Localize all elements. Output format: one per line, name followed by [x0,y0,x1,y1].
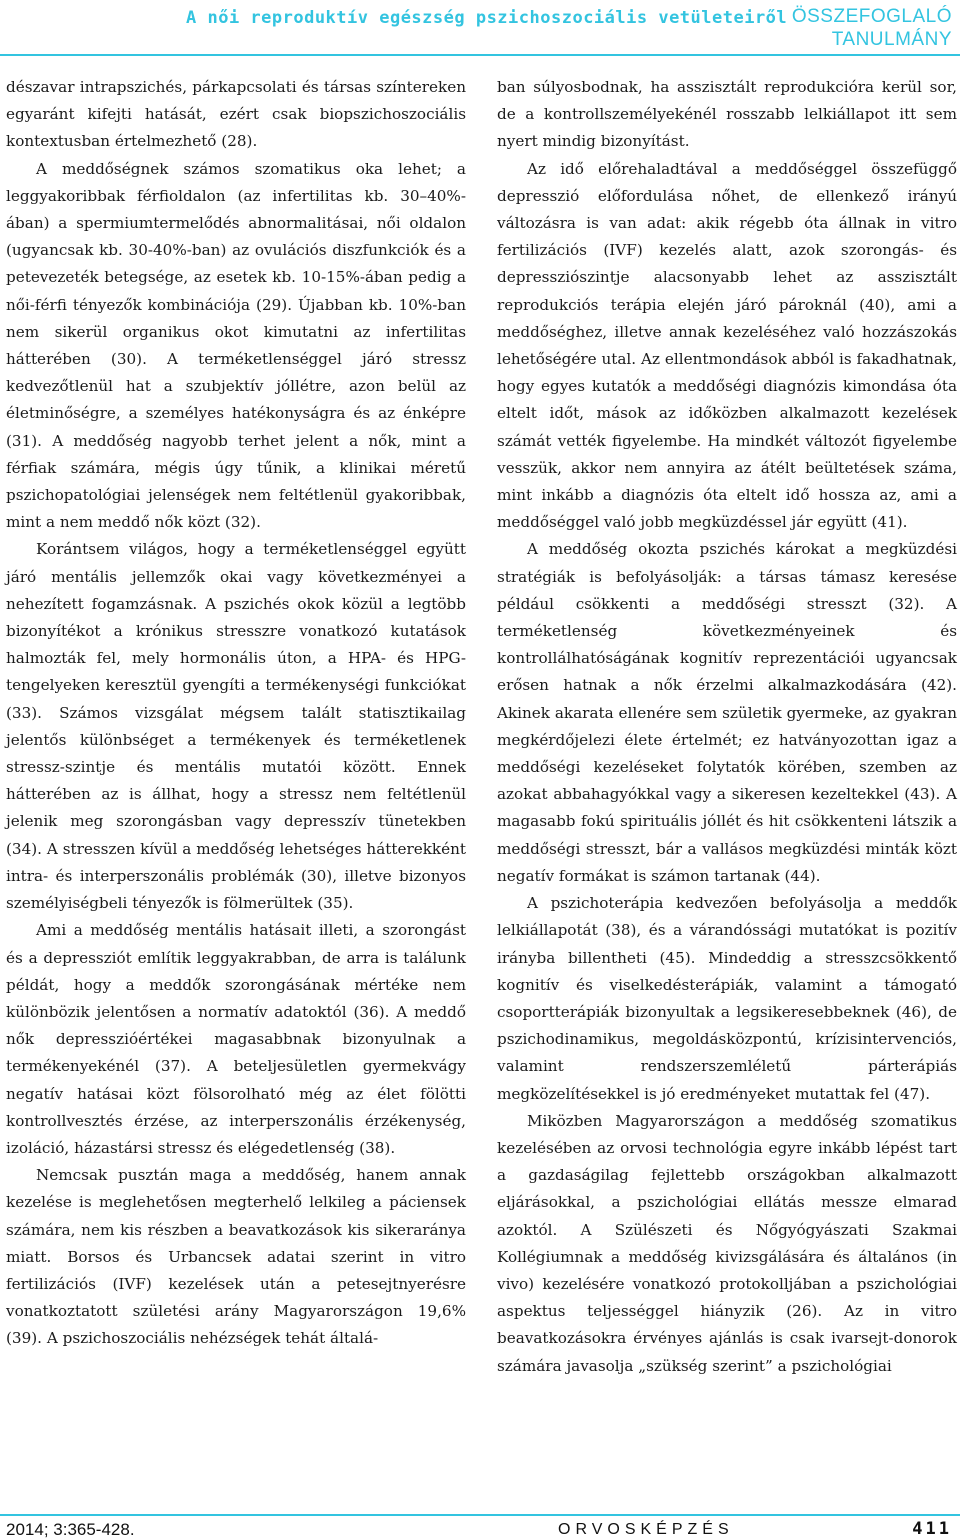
section-label-line-1: ÖSSZEFOGLALÓ [791,6,952,27]
running-title: A női reproduktív egészség pszichoszociális vetületeiről [186,8,788,28]
paragraph: A pszichoterápia kedvezően befolyásolja a meddők lelkiállapotát (38), és a várandóssági mutatókat is pozitív irányba billentheti (45). Mindeddig a stresszcsökkentő kognitív és viselkedésterápiák, valamint a támogató csoportterápiák bizonyultak a legsikeresebbeknek (46), de pszichodinamikus, megoldásközpontú, krízisintervenciós, valamint rendszerszemléletű párterápiás megközelítésekkel is jó eredményeket mutattak fel (47). [497,894,957,1103]
page-footer [0,1514,960,1540]
header-divider [0,54,960,56]
footer-divider [0,1514,960,1516]
paragraph: A meddőségnek számos szomatikus oka lehet; a leggyakoribbak férfioldalon (az infertilitas kb. 30–40%-ában) a spermiumtermelődés abnormalitásai, női oldalon (ugyancsak kb. 30-40%-ban) az ovulációs diszfunkciók és a petevezeték betegsége, az esetek kb. 10-15%-ában pedig a női-férfi tényezők kombinációja (29). Újabban kb. 10%-ban nem sikerül organikus okot kimutatni az infertilitas hátterében (30). A terméketlenséggel járó stressz kedvezőtlenül hat a szubjektív jóllétre, azon belül az életminőségre, a személyes hatékonyságra és az énképre (31). A meddőség nagyobb terhet jelent a nők, mint a férfiak számára, mégis úgy tűnik, a klinikai méretű pszichopatológiai jelenségek nem feltétlenül gyakoribbak, mint a nem meddő nők közt (32). [6,159,466,532]
section-label [792,5,952,51]
paragraph: Korántsem világos, hogy a terméketlenséggel együtt járó mentális jellemzők okai vagy következményei a nehezített fogamzásnak. A pszichés okok közül a legtöbb bizonyítékot a krónikus stresszre vonatkozó kutatások halmozták fel, mely hormonális úton, a HPA- és HPG-tengelyeken keresztül gyengíti a termékenységi funkciókat (33). Számos vizsgálat mégsem talált statisztikailag jelentős különbséget a termékenyek és terméketlenek stressz-szintje és mentális mutatói között. Ennek hátterében az is állhat, hogy a stressz nem feltétlenül jelenik meg szorongásban vagy depresszív tünetekben (34). A stresszen kívül a meddőség lehetséges hátterekként intra- és interperszonális problémák (30), illetve bizonyos személyiségbeli tényezők is fölmerültek (35). [6,540,466,913]
paragraph: Miközben Magyarországon a meddőség szomatikus kezelésében az orvosi technológia egyre inkább lépést tart a gazdaságilag fejlettebb országokban alkalmazott eljárásokkal, a pszichológiai ellátás messze elmarad azoktól. A Szülészeti és Nőgyógyászati Szakmai Kollégiumnak a meddőség kivizsgálására és általános (in vivo) kezelésére vonatkozó protokolljában a pszichológiai aspektus teljességgel hiányzik (26). Az in vitro beavatkozásokra érvényes ajánlás is csak ivarsejt-donorok számára javasolja „szükség szerint” a pszichológiai [497,1111,957,1375]
paragraph: Nemcsak pusztán maga a meddőség, hanem annak kezelése is meglehetősen megterhelő lelkileg a páciensek számára, nem kis részben a beavatkozások kis sikeraránya miatt. Borsos és Urbancsek adatai szerint in vitro fertilizációs (IVF) kezelések után a petesejtnyerésre vonatkoztatott születési arány Magyarországon 19,6% (39). A pszichoszociális nehézségek tehát általá- [6,1166,466,1348]
paragraph: dészavar intrapszichés, párkapcsolati és társas színtereken egyaránt kifejti hatását, ezért csak biopszichoszociális kontextusban értelmezhető (28). [6,78,466,151]
section-label-line-2: TANULMÁNY [831,29,952,50]
left-column [6,74,466,1353]
page-number: 411 [912,1519,952,1539]
paragraph: A meddőség okozta pszichés károkat a megküzdési stratégiák is befolyásolják: a társas támasz keresése például csökkenti a meddőségi stresszt (32). A terméketlenség következményeinek és kontrollálhatóságának kognitív reprezentációi ugyancsak erősen hatnak a nők érzelmi alkalmazkodására (42). Akinek akarata ellenére sem születik gyermeke, az gyakran megkérdőjelezi élete értelmét; ez hatványozottan igaz a meddőségi kezeléseket folytatók körében, szemben az azokat abbahagyókkal vagy a sikeresen kezeltekkel (43). A magasabb fokú spirituális jóllét és hit csökkenteni látszik a meddőségi stresszt, bár a vallásos megküzdési minták közt negatív formákat is számon tartanak (44). [497,540,957,885]
citation: 2014; 3:365-428. [6,1520,135,1539]
paragraph: Ami a meddőség mentális hatásait illeti, a szorongást és a depressziót említik leggyakrabban, de arra is találunk példát, hogy a meddők szorongásának mértéke nem különbözik jelentősen a normatív adatoktól (36). A meddő nők depresszióértékei magasabbnak bizonyulnak a termékenyekénél (37). A beteljesületlen gyermekvágy negatív hatásai közt fölsorolható még az élet fölötti kontrollvesztés érzése, az interperszonális érzékenység, izoláció, házastársi stressz és elégedetlenség (38). [6,921,466,1157]
right-column [497,74,957,1380]
paragraph: ban súlyosbodnak, ha asszisztált reprodukcióra kerül sor, de a kontrollszemélyekénél rosszabb lelkiállapot itt sem nyert mindig bizonyítást. [497,78,957,151]
page-header [0,0,960,56]
paragraph: Az idő előrehaladtával a meddőséggel összefüggő depresszió előfordulása nőhet, de ellenkező irányú változásra is van adat: akik régebb óta állnak in vitro fertilizációs (IVF) kezelés alatt, azok szorongás- és depressziószintje alacsonyabb lehet az asszisztált reprodukciós terápia elején járó pároknál (40), ami a meddőséghez, illetve annak kezeléséhez való hozzászokás lehetőségére utal. Az ellentmondások abból is fakadhatnak, hogy egyes kutatók a meddőségi diagnózis kimondása óta eltelt időt, mások az időközben alkalmazott kezelések számát vették figyelembe. Ha mindkét változót figyelembe vesszük, akkor nem annyira az átélt beültetések száma, mint inkább a diagnózis óta eltelt idő hossza az, ami a meddőséggel való jobb megküzdéssel jár együtt (41). [497,159,957,532]
journal-name: ORVOSKÉPZÉS [558,1521,734,1538]
